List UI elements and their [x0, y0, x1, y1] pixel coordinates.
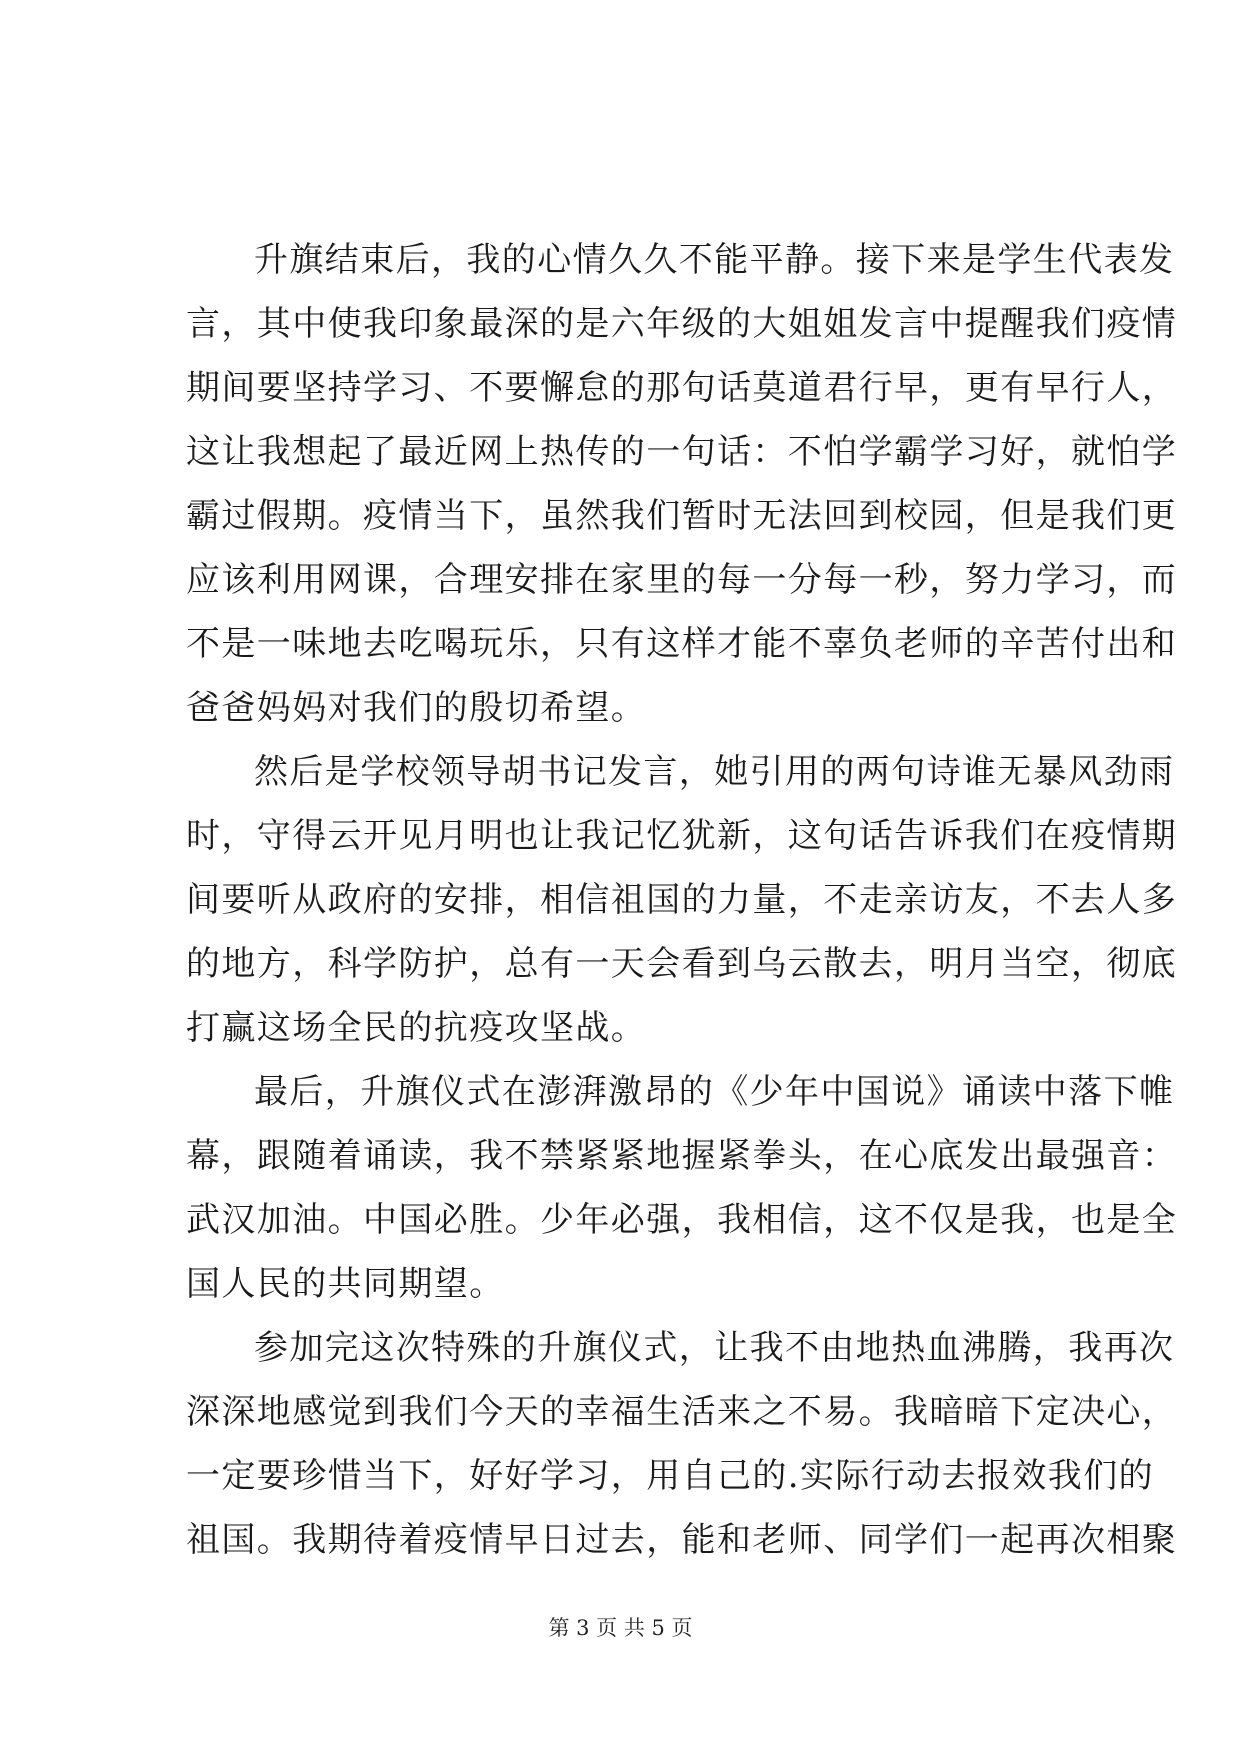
body-text — [186, 228, 1178, 1572]
paragraph-1 — [186, 228, 1178, 740]
text-line: 然后是学校领导胡书记发言，她引用的两句诗谁无暴风劲雨 — [254, 752, 1175, 792]
page-number: 第 3 页 共 5 页 — [548, 1616, 693, 1640]
text-line: 时，守得云开见月明也让我记忆犹新，这句话告诉我们在疫情期 — [186, 816, 1178, 856]
paragraph-2 — [186, 740, 1178, 1060]
text-line: 的地方，科学防护，总有一天会看到乌云散去，明月当空，彻底 — [186, 944, 1178, 984]
text-line: 国人民的共同期望。 — [186, 1264, 505, 1304]
text-line: 深深地感觉到我们今天的幸福生活来之不易。我暗暗下定决心， — [186, 1392, 1178, 1432]
text-line: 升旗结束后，我的心情久久不能平静。接下来是学生代表发 — [254, 240, 1175, 280]
text-line: 不是一味地去吃喝玩乐，只有这样才能不辜负老师的辛苦付出和 — [186, 624, 1178, 664]
text-line: 间要听从政府的安排，相信祖国的力量，不走亲访友，不去人多 — [186, 880, 1178, 920]
text-line: 最后，升旗仪式在澎湃激昂的《少年中国说》诵读中落下帷 — [254, 1072, 1175, 1112]
text-line: 这让我想起了最近网上热传的一句话：不怕学霸学习好，就怕学 — [186, 432, 1178, 472]
text-line: 期间要坚持学习、不要懈怠的那句话莫道君行早，更有早行人， — [186, 368, 1178, 408]
text-line: 武汉加油。中国必胜。少年必强，我相信，这不仅是我，也是全 — [186, 1200, 1178, 1240]
text-line: 一定要珍惜当下，好好学习，用自己的.实际行动去报效我们的 — [186, 1456, 1155, 1496]
text-line: 言，其中使我印象最深的是六年级的大姐姐发言中提醒我们疫情 — [186, 304, 1178, 344]
text-line: 幕，跟随着诵读，我不禁紧紧地握紧拳头，在心底发出最强音： — [186, 1136, 1178, 1176]
text-line: 应该利用网课，合理安排在家里的每一分每一秒，努力学习，而 — [186, 560, 1178, 600]
paragraph-4 — [186, 1316, 1178, 1572]
text-line: 祖国。我期待着疫情早日过去，能和老师、同学们一起再次相聚 — [186, 1520, 1178, 1560]
text-line: 爸爸妈妈对我们的殷切希望。 — [186, 688, 647, 728]
text-line: 参加完这次特殊的升旗仪式，让我不由地热血沸腾，我再次 — [254, 1328, 1175, 1368]
text-line: 打赢这场全民的抗疫攻坚战。 — [186, 1008, 647, 1048]
paragraph-3 — [186, 1060, 1178, 1316]
text-line: 霸过假期。疫情当下，虽然我们暂时无法回到校园，但是我们更 — [186, 496, 1178, 536]
